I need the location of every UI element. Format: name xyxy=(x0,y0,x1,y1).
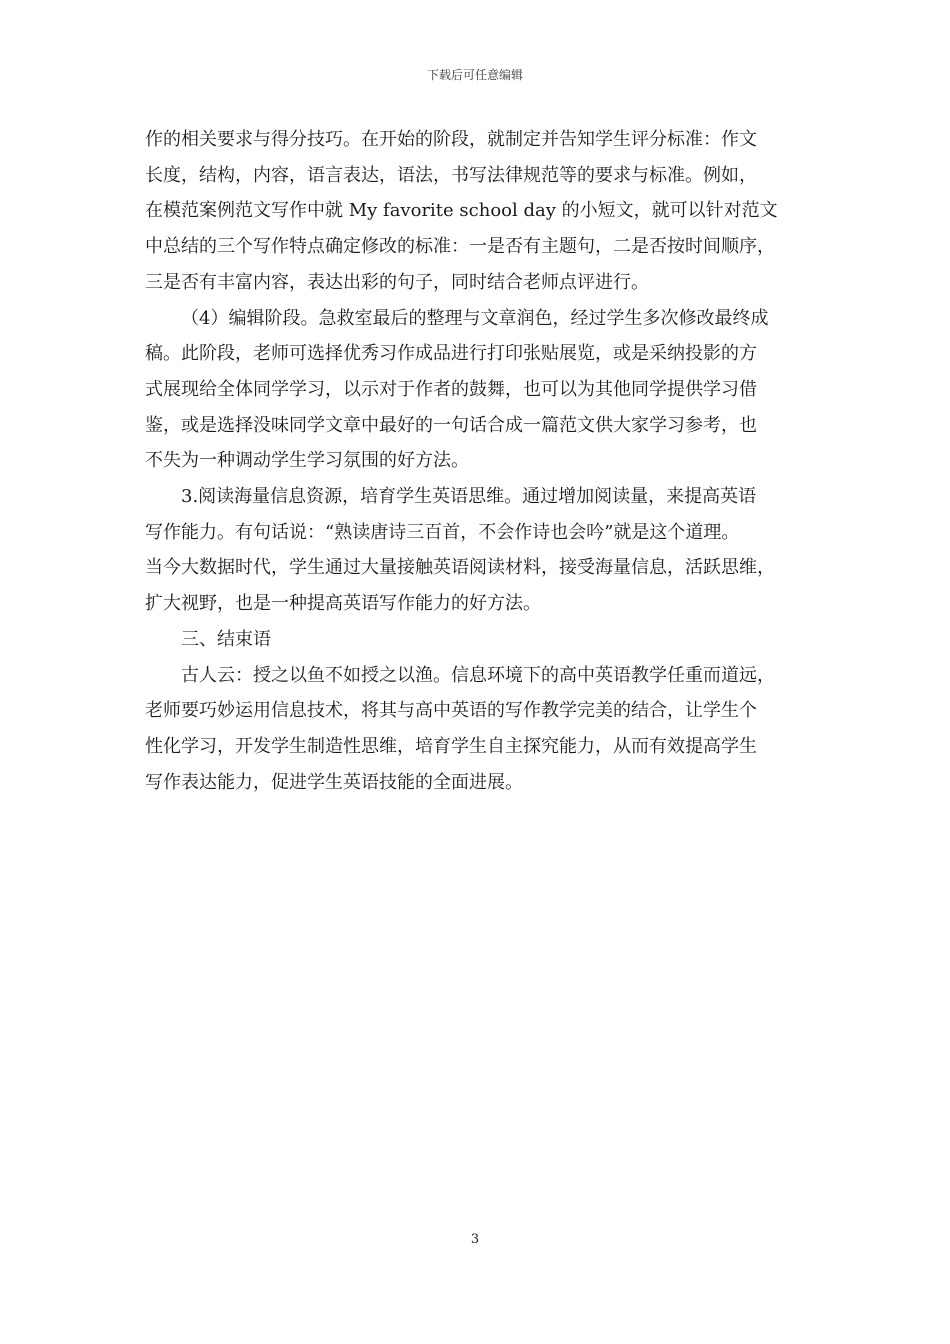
paragraph-grading-standards xyxy=(145,122,807,301)
text-line: 稿。此阶段，老师可选择优秀习作成品进行打印张贴展览，或是采纳投影的方 xyxy=(145,343,757,365)
section-heading-conclusion xyxy=(145,622,807,658)
text-line: 长度，结构，内容，语言表达，语法，书写法律规范等的要求与标准。例如， xyxy=(145,164,757,186)
text-line: 写作表达能力，促进学生英语技能的全面进展。 xyxy=(145,771,523,793)
text-line: （4）编辑阶段。急救室最后的整理与文章润色，经过学生多次修改最终成 xyxy=(181,307,769,329)
text-line: 作的相关要求与得分技巧。在开始的阶段，就制定并告知学生评分标准：作文 xyxy=(145,129,757,150)
text-line: 当今大数据时代，学生通过大量接触英语阅读材料，接受海量信息，活跃思维， xyxy=(145,557,775,579)
paragraph-reading-resources xyxy=(145,479,807,622)
document-body xyxy=(145,122,807,800)
text-line: 鉴，或是选择没味同学文章中最好的一句话合成一篇范文供大家学习参考，也 xyxy=(145,414,757,436)
text-line: 古人云：授之以鱼不如授之以渔。信息环境下的高中英语教学任重而道远， xyxy=(181,664,775,686)
text-line: 老师要巧妙运用信息技术，将其与高中英语的写作教学完美的结合，让学生个 xyxy=(145,700,757,722)
text-line: 在模范案例范文写作中就 My favorite school day 的小短文，就可以针对范文 xyxy=(145,200,778,222)
text-line: 写作能力。有句话说：“熟读唐诗三百首，不会作诗也会吟”就是这个道理。 xyxy=(145,521,740,543)
text-line: 3.阅读海量信息资源，培育学生英语思维。通过增加阅读量，来提高英语 xyxy=(181,486,757,508)
text-line: 扩大视野，也是一种提高英语写作能力的好方法。 xyxy=(145,593,541,615)
page-number: 3 xyxy=(470,1232,480,1247)
text-line: 性化学习，开发学生制造性思维，培育学生自主探究能力，从而有效提高学生 xyxy=(145,735,757,757)
text-line: 式展现给全体同学学习，以示对于作者的鼓舞，也可以为其他同学提供学习借 xyxy=(145,378,757,400)
text-line: 三、结束语 xyxy=(181,628,271,650)
text-line: 中总结的三个写作特点确定修改的标准：一是否有主题句，二是否按时间顺序， xyxy=(145,236,775,258)
text-line: 三是否有丰富内容，表达出彩的句子，同时结合老师点评进行。 xyxy=(145,271,649,293)
paragraph-editing-stage xyxy=(145,301,807,480)
page-header: 下载后可任意编辑 xyxy=(426,68,523,82)
paragraph-conclusion xyxy=(145,658,807,801)
text-line: 不失为一种调动学生学习氛围的好方法。 xyxy=(145,450,469,472)
